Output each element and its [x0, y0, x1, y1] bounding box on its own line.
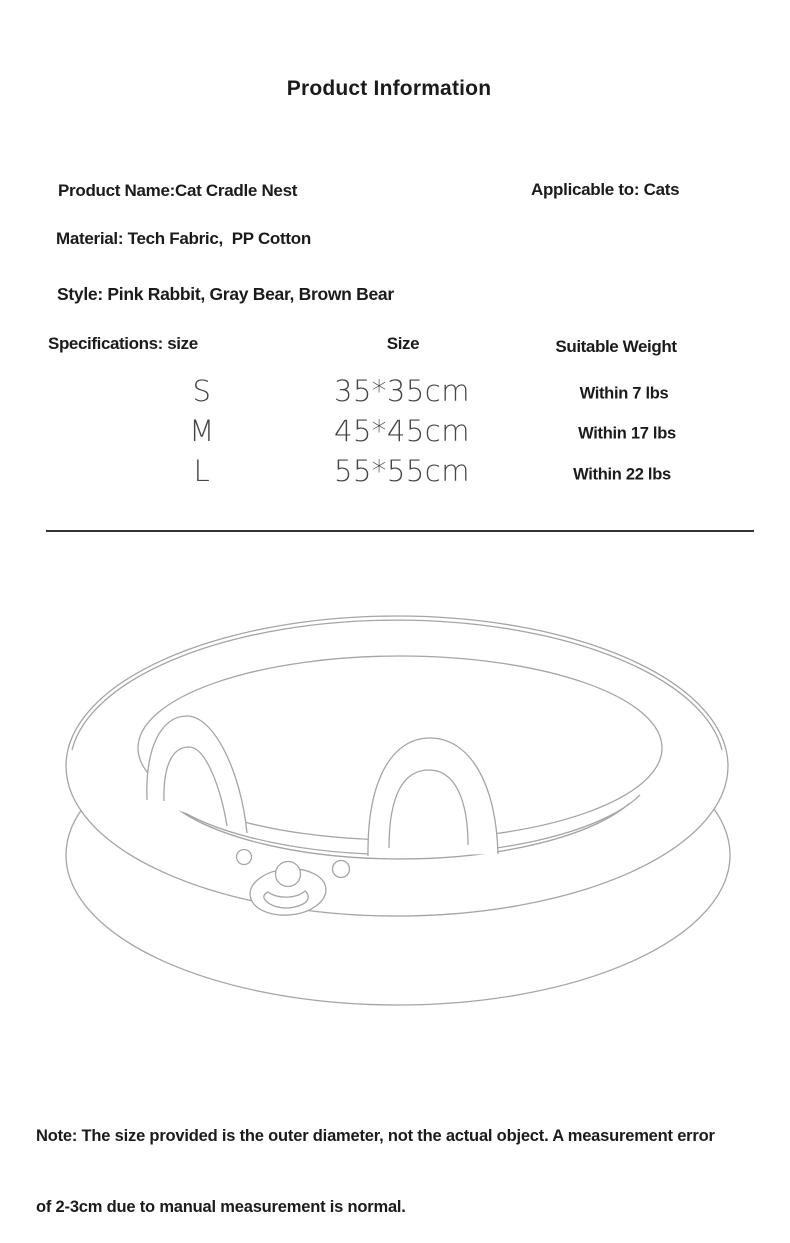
field-applicable-to: Applicable to: Cats	[531, 180, 680, 199]
table-header-specifications: Specifications: size	[48, 334, 198, 353]
measurement-note	[36, 1078, 781, 1243]
field-material: Material: Tech Fabric, PP Cotton	[56, 229, 311, 248]
bear-nose	[276, 862, 301, 887]
table-row-l-code: L	[193, 454, 211, 488]
table-row-m-size: 45*45cm	[334, 414, 470, 448]
table-row-l-size: 55*55cm	[334, 454, 470, 488]
field-product-name: Product Name:Cat Cradle Nest	[58, 181, 298, 200]
table-row-l-weight: Within 22 lbs	[573, 465, 671, 484]
measurement-note-line1: Note: The size provided is the outer diameter, not the actual object. A measurement error	[36, 1127, 715, 1145]
measurement-note-line2: of 2-3cm due to manual measurement is normal.	[36, 1197, 406, 1216]
table-row-s-code: S	[192, 374, 212, 408]
table-row-m-weight: Within 17 lbs	[578, 424, 676, 443]
section-divider	[46, 530, 754, 532]
page-title: Product Information	[286, 77, 492, 100]
table-header-size: Size	[386, 334, 420, 353]
cat-cradle-nest-line-drawing	[0, 598, 790, 1026]
table-row-m-code: M	[189, 414, 215, 448]
table-header-weight: Suitable Weight	[555, 337, 677, 356]
bear-right-eye	[333, 861, 350, 878]
table-row-s-weight: Within 7 lbs	[579, 384, 669, 403]
table-row-s-size: 35*35cm	[334, 374, 470, 408]
field-style: Style: Pink Rabbit, Gray Bear, Brown Bear	[57, 284, 394, 304]
bear-left-eye	[237, 850, 252, 865]
